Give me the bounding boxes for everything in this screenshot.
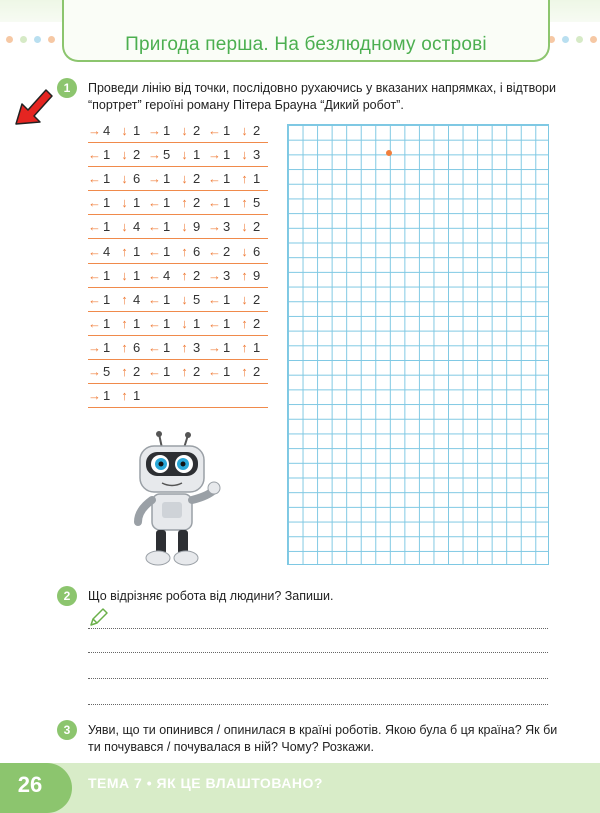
instruction-row: [88, 384, 268, 408]
arrow-up-icon: ↑: [181, 243, 188, 259]
step-count: 1: [223, 195, 231, 211]
arrow-up-icon: ↑: [241, 267, 248, 283]
instruction-step: [208, 195, 238, 210]
step-count: 4: [103, 243, 111, 259]
arrow-left-icon: ←: [148, 315, 161, 331]
instruction-step: [148, 123, 178, 138]
instruction-step: [88, 219, 118, 234]
step-count: 1: [163, 339, 171, 355]
instruction-row: [88, 239, 268, 263]
step-count: 1: [103, 171, 111, 187]
step-count: 1: [103, 315, 111, 331]
footer-topic: ТЕМА 7 • ЯК ЦЕ ВЛАШТОВАНО?: [88, 775, 323, 791]
step-count: 2: [253, 291, 261, 307]
instruction-step: [88, 171, 118, 186]
arrow-up-icon: ↑: [241, 195, 248, 211]
red-arrow-icon: [12, 84, 56, 128]
arrow-down-icon: ↓: [121, 123, 128, 139]
step-count: 5: [103, 363, 111, 379]
arrow-right-icon: →: [208, 147, 221, 163]
decorative-dots-left: [6, 36, 66, 46]
instruction-step: [238, 147, 268, 162]
instruction-step: [88, 292, 118, 307]
task1-instructions: [88, 80, 558, 114]
task-number-1: 1: [57, 78, 77, 98]
instruction-step: [178, 268, 208, 283]
arrow-right-icon: →: [148, 147, 161, 163]
page-number: 26: [17, 772, 43, 797]
instruction-step: [118, 171, 148, 186]
step-count: 2: [253, 363, 261, 379]
arrow-up-icon: ↑: [181, 363, 188, 379]
instruction-row: [88, 167, 268, 191]
instruction-step: [148, 340, 178, 355]
arrow-down-icon: ↓: [121, 267, 128, 283]
instruction-step: [118, 340, 148, 355]
answer-line-3[interactable]: [88, 678, 548, 679]
step-count: 2: [193, 195, 201, 211]
instruction-step: [208, 147, 238, 162]
step-count: 3: [193, 339, 201, 355]
step-count: 1: [223, 171, 231, 187]
task-number-2: 2: [57, 586, 77, 606]
step-count: 1: [133, 243, 141, 259]
decorative-dots-right: [548, 36, 600, 46]
arrow-right-icon: →: [208, 339, 221, 355]
instruction-step: [118, 316, 148, 331]
arrow-left-icon: ←: [88, 267, 101, 283]
instruction-row: [88, 215, 268, 239]
step-count: 2: [253, 219, 261, 235]
instruction-step: [118, 268, 148, 283]
step-count: 1: [103, 339, 111, 355]
arrow-left-icon: ←: [88, 219, 101, 235]
instruction-step: [148, 171, 178, 186]
step-count: 6: [193, 243, 201, 259]
task1-text-line2: “портрет” героїні роману Пітера Брауна “Дикий робот”.: [88, 98, 404, 112]
step-count: 1: [103, 147, 111, 163]
step-count: 1: [103, 388, 111, 404]
instruction-step: [88, 340, 118, 355]
step-count: 1: [163, 243, 171, 259]
arrow-left-icon: ←: [148, 195, 161, 211]
instruction-step: [178, 316, 208, 331]
answer-line-4[interactable]: [88, 704, 548, 705]
arrow-up-icon: ↑: [121, 388, 128, 404]
instruction-step: [118, 123, 148, 138]
instruction-step: [148, 268, 178, 283]
step-count: 2: [193, 363, 201, 379]
instruction-step: [118, 244, 148, 259]
step-count: 6: [253, 243, 261, 259]
arrow-left-icon: ←: [148, 267, 161, 283]
task3-text: [88, 722, 558, 756]
instruction-step: [208, 123, 238, 138]
instruction-row: [88, 143, 268, 167]
instruction-step: [88, 268, 118, 283]
instruction-step: [88, 388, 118, 403]
instruction-step: [148, 292, 178, 307]
arrow-left-icon: ←: [148, 219, 161, 235]
instruction-step: [118, 195, 148, 210]
arrow-down-icon: ↓: [181, 147, 188, 163]
arrow-left-icon: ←: [88, 243, 101, 259]
step-count: 1: [103, 267, 111, 283]
step-count: 1: [163, 219, 171, 235]
instruction-step: [178, 292, 208, 307]
step-count: 1: [133, 315, 141, 331]
step-count: 1: [133, 123, 141, 139]
instruction-step: [148, 244, 178, 259]
step-count: 2: [133, 363, 141, 379]
step-count: 2: [193, 171, 201, 187]
arrow-left-icon: ←: [208, 315, 221, 331]
step-count: 1: [163, 291, 171, 307]
arrow-up-icon: ↑: [121, 339, 128, 355]
step-count: 1: [163, 315, 171, 331]
arrow-down-icon: ↓: [121, 171, 128, 187]
instruction-step: [238, 195, 268, 210]
task1-text-line1: Проведи лінію від точки, послідовно рухаючись у вказаних напрямках, і відтвори: [88, 81, 556, 95]
arrow-down-icon: ↓: [241, 291, 248, 307]
instruction-step: [118, 219, 148, 234]
arrow-up-icon: ↑: [121, 291, 128, 307]
task3-text-line2: ти почувався / почувалася в ній? Чому? Розкажи.: [88, 740, 374, 754]
step-count: 1: [193, 315, 201, 331]
arrow-left-icon: ←: [148, 363, 161, 379]
instruction-step: [238, 268, 268, 283]
instruction-step: [208, 171, 238, 186]
arrow-down-icon: ↓: [121, 147, 128, 163]
step-count: 5: [253, 195, 261, 211]
instruction-step: [148, 316, 178, 331]
step-count: 1: [133, 388, 141, 404]
step-count: 1: [223, 291, 231, 307]
step-count: 1: [103, 195, 111, 211]
arrow-left-icon: ←: [208, 123, 221, 139]
step-count: 1: [223, 315, 231, 331]
arrow-left-icon: ←: [148, 291, 161, 307]
step-count: 1: [163, 363, 171, 379]
arrow-left-icon: ←: [88, 195, 101, 211]
step-count: 2: [193, 267, 201, 283]
answer-line-2[interactable]: [88, 652, 548, 653]
arrow-up-icon: ↑: [181, 195, 188, 211]
arrow-down-icon: ↓: [241, 219, 248, 235]
instruction-step: [208, 292, 238, 307]
instruction-step: [178, 195, 208, 210]
instruction-step: [178, 364, 208, 379]
answer-line-1[interactable]: [88, 628, 548, 629]
instruction-row: [88, 360, 268, 384]
instruction-step: [178, 219, 208, 234]
step-count: 1: [133, 195, 141, 211]
instruction-step: [88, 316, 118, 331]
instruction-step: [238, 171, 268, 186]
instruction-step: [238, 364, 268, 379]
arrow-left-icon: ←: [88, 291, 101, 307]
step-count: 4: [133, 291, 141, 307]
step-count: 3: [253, 147, 261, 163]
arrow-left-icon: ←: [208, 195, 221, 211]
instruction-step: [238, 219, 268, 234]
step-count: 9: [193, 219, 201, 235]
step-count: 9: [253, 267, 261, 283]
arrow-up-icon: ↑: [181, 267, 188, 283]
instruction-step: [238, 340, 268, 355]
instruction-row: [88, 312, 268, 336]
instruction-step: [208, 316, 238, 331]
arrow-right-icon: →: [148, 171, 161, 187]
arrow-down-icon: ↓: [241, 123, 248, 139]
instruction-row: [88, 119, 268, 143]
instruction-step: [208, 219, 238, 234]
step-count: 2: [253, 315, 261, 331]
task-number-3: 3: [57, 720, 77, 740]
arrow-left-icon: ←: [208, 363, 221, 379]
step-count: 1: [223, 147, 231, 163]
arrow-down-icon: ↓: [121, 195, 128, 211]
task2-text: Що відрізняє робота від людини? Запиши.: [88, 589, 334, 603]
direction-instructions-table: [88, 119, 268, 408]
instruction-step: [118, 292, 148, 307]
arrow-up-icon: ↑: [241, 339, 248, 355]
arrow-down-icon: ↓: [181, 123, 188, 139]
instruction-row: [88, 264, 268, 288]
arrow-down-icon: ↓: [181, 219, 188, 235]
instruction-step: [118, 364, 148, 379]
arrow-left-icon: ←: [88, 171, 101, 187]
step-count: 2: [193, 123, 201, 139]
step-count: 5: [193, 291, 201, 307]
step-count: 1: [103, 219, 111, 235]
step-count: 6: [133, 171, 141, 187]
arrow-up-icon: ↑: [241, 363, 248, 379]
arrow-left-icon: ←: [88, 147, 101, 163]
instruction-step: [148, 219, 178, 234]
arrow-left-icon: ←: [148, 243, 161, 259]
step-count: 4: [163, 267, 171, 283]
step-count: 5: [163, 147, 171, 163]
instruction-step: [148, 195, 178, 210]
step-count: 2: [133, 147, 141, 163]
instruction-step: [178, 171, 208, 186]
instruction-step: [208, 340, 238, 355]
arrow-right-icon: →: [208, 219, 221, 235]
instruction-step: [118, 147, 148, 162]
instruction-step: [178, 147, 208, 162]
instruction-row: [88, 288, 268, 312]
arrow-right-icon: →: [88, 363, 101, 379]
arrow-right-icon: →: [88, 123, 101, 139]
start-point-dot: [386, 150, 392, 156]
instruction-step: [118, 388, 148, 403]
instruction-step: [208, 268, 238, 283]
arrow-up-icon: ↑: [181, 339, 188, 355]
arrow-left-icon: ←: [208, 243, 221, 259]
arrow-up-icon: ↑: [121, 363, 128, 379]
arrow-down-icon: ↓: [181, 171, 188, 187]
instruction-step: [88, 123, 118, 138]
instruction-step: [88, 195, 118, 210]
instruction-step: [238, 244, 268, 259]
step-count: 1: [223, 363, 231, 379]
step-count: 3: [223, 267, 231, 283]
drawing-grid[interactable]: [287, 124, 549, 565]
step-count: 1: [253, 171, 261, 187]
instruction-step: [208, 364, 238, 379]
step-count: 1: [223, 339, 231, 355]
arrow-down-icon: ↓: [181, 291, 188, 307]
arrow-right-icon: →: [208, 267, 221, 283]
arrow-up-icon: ↑: [241, 315, 248, 331]
arrow-up-icon: ↑: [241, 171, 248, 187]
instruction-step: [238, 123, 268, 138]
instruction-step: [178, 123, 208, 138]
step-count: 1: [163, 123, 171, 139]
instruction-step: [88, 147, 118, 162]
instruction-step: [148, 364, 178, 379]
step-count: 1: [163, 195, 171, 211]
arrow-right-icon: →: [148, 123, 161, 139]
step-count: 1: [253, 339, 261, 355]
arrow-down-icon: ↓: [241, 243, 248, 259]
step-count: 1: [163, 171, 171, 187]
instruction-step: [178, 340, 208, 355]
arrow-up-icon: ↑: [121, 315, 128, 331]
step-count: 2: [223, 243, 231, 259]
instruction-step: [178, 244, 208, 259]
arrow-left-icon: ←: [208, 171, 221, 187]
pencil-icon: [88, 606, 110, 628]
arrow-left-icon: ←: [208, 291, 221, 307]
instruction-step: [238, 292, 268, 307]
step-count: 4: [103, 123, 111, 139]
arrow-left-icon: ←: [148, 339, 161, 355]
arrow-down-icon: ↓: [241, 147, 248, 163]
task3-text-line1: Уяви, що ти опинився / опинилася в країні роботів. Якою була б ця країна? Як би: [88, 723, 558, 737]
instruction-step: [88, 244, 118, 259]
step-count: 1: [223, 123, 231, 139]
arrow-down-icon: ↓: [181, 315, 188, 331]
arrow-down-icon: ↓: [121, 219, 128, 235]
instruction-step: [238, 316, 268, 331]
arrow-right-icon: →: [88, 388, 101, 404]
arrow-up-icon: ↑: [121, 243, 128, 259]
step-count: 3: [223, 219, 231, 235]
instruction-step: [208, 244, 238, 259]
robot-illustration: [122, 430, 222, 570]
step-count: 1: [103, 291, 111, 307]
step-count: 1: [133, 267, 141, 283]
instruction-step: [148, 147, 178, 162]
instruction-row: [88, 191, 268, 215]
page-title: Пригода перша. На безлюдному острові: [125, 34, 487, 55]
step-count: 2: [253, 123, 261, 139]
step-count: 1: [193, 147, 201, 163]
step-count: 6: [133, 339, 141, 355]
instruction-row: [88, 336, 268, 360]
instruction-step: [88, 364, 118, 379]
step-count: 4: [133, 219, 141, 235]
arrow-left-icon: ←: [88, 315, 101, 331]
arrow-right-icon: →: [88, 339, 101, 355]
